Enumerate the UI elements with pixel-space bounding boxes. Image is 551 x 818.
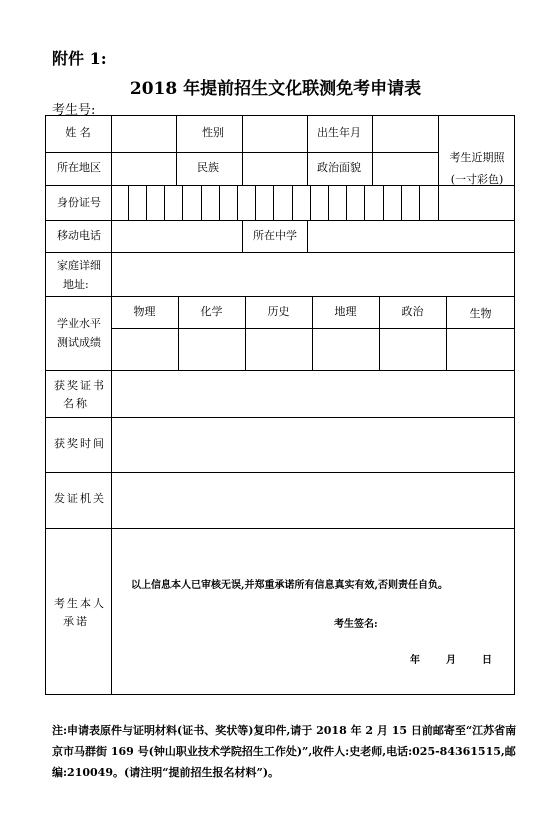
subject-geography: 地理	[334, 305, 357, 318]
label-address-2: 地址:	[63, 278, 89, 291]
subject-chemistry: 化学	[200, 305, 223, 318]
photo-label-2: (一寸彩色)	[450, 173, 504, 186]
exam-number-label: 考生号:	[52, 103, 96, 118]
date-day: 日	[482, 655, 492, 666]
date-year: 年	[410, 655, 420, 666]
label-pledge-2: 承诺	[63, 615, 89, 628]
label-address-1: 家庭详细	[57, 259, 101, 272]
label-gender: 性别	[202, 126, 224, 139]
label-award-name-1: 获奖证书	[54, 379, 106, 392]
subject-biology: 生物	[469, 307, 492, 320]
label-award-name-2: 名称	[63, 397, 89, 410]
subject-history: 历史	[267, 305, 290, 318]
footnote: 注:申请表原件与证明材料(证书、奖状等)复印件,请于 2018 年 2 月 15 日前邮寄至“江苏省南京市马群街 169 号(钟山职业技术学院招生工作处)”,收件人:史老师,电话:025-84361515,邮编:210049。(请注明“提前招生报名材料”)。	[52, 724, 517, 779]
label-school: 所在中学	[253, 229, 297, 242]
label-political-status: 政治面貌	[317, 161, 361, 174]
label-scores-2: 测试成绩	[57, 336, 101, 349]
label-issuer: 发证机关	[54, 492, 106, 505]
pledge-statement: 以上信息本人已审核无误,并郑重承诺所有信息真实有效,否则责任自负。	[131, 580, 448, 591]
form-grid-lines	[45, 115, 515, 695]
label-ethnicity: 民族	[197, 161, 219, 174]
label-scores-1: 学业水平	[57, 317, 101, 330]
application-form-table	[45, 115, 515, 695]
label-pledge-1: 考生本人	[54, 597, 106, 610]
attachment-label: 附件 1:	[52, 49, 107, 68]
label-id-number: 身份证号	[57, 196, 101, 209]
label-birth: 出生年月	[317, 126, 361, 139]
signature-label: 考生签名:	[334, 619, 378, 630]
label-region: 所在地区	[57, 161, 101, 174]
form-title: 2018 年提前招生文化联测免考申请表	[129, 79, 422, 99]
photo-label-1: 考生近期照	[449, 151, 505, 164]
label-mobile: 移动电话	[57, 229, 101, 242]
subject-physics: 物理	[133, 305, 156, 318]
label-name: 姓 名	[65, 126, 91, 139]
label-award-time: 获奖时间	[54, 437, 106, 450]
date-month: 月	[446, 655, 456, 666]
subject-politics: 政治	[401, 305, 424, 318]
